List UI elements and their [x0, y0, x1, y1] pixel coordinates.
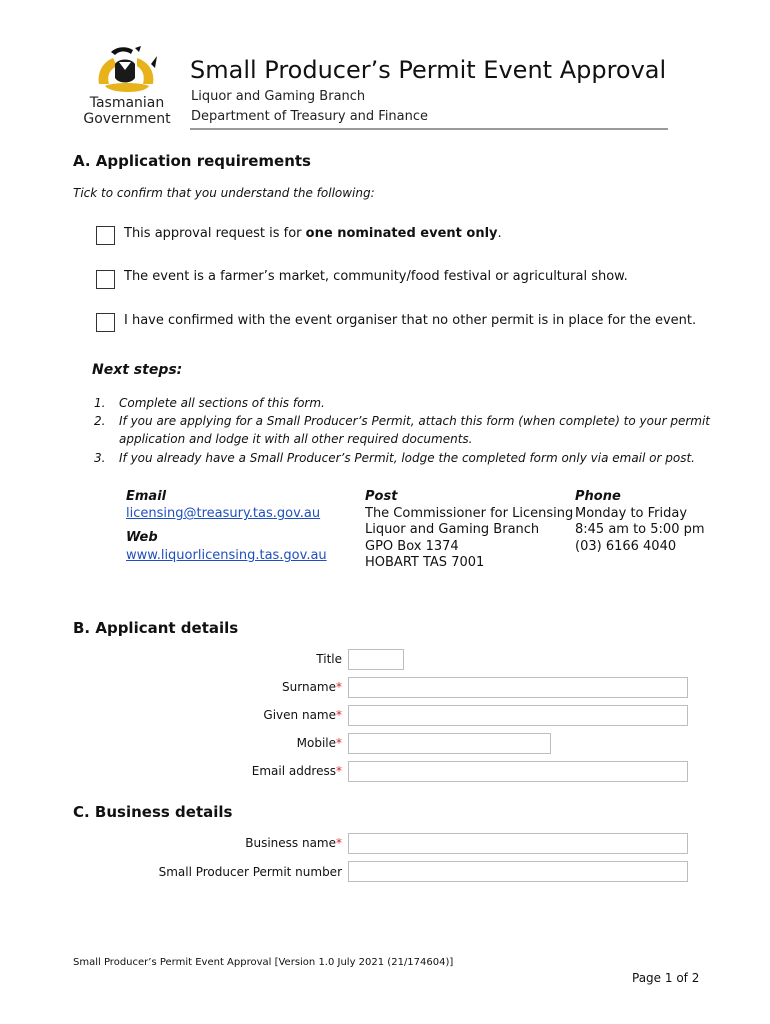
logo-text-line1: Tasmanian [89, 95, 165, 111]
department-name: Department of Treasury and Finance [191, 109, 429, 124]
step-1-text: Complete all sections of this form. [119, 396, 325, 410]
permit-number-input[interactable] [348, 861, 688, 882]
logo-text-line2: Government [83, 111, 171, 127]
step-2-number: 2. [94, 414, 106, 428]
post-line-1: The Commissioner for Licensing [365, 506, 574, 521]
phone-line-2: 8:45 am to 5:00 pm [575, 522, 705, 537]
next-steps-heading: Next steps: [92, 362, 183, 378]
page-number: Page 1 of 2 [632, 971, 700, 985]
post-line-3: GPO Box 1374 [365, 539, 459, 554]
business-name-input[interactable] [348, 833, 688, 854]
post-heading: Post [365, 489, 398, 504]
web-heading: Web [126, 530, 158, 545]
phone-line-3: (03) 6166 4040 [575, 539, 677, 554]
business-name-label [245, 836, 342, 850]
surname-required-marker: * [336, 680, 342, 694]
step-3-text: If you already have a Small Producer’s Permit, lodge the completed form only via email or post. [119, 451, 695, 465]
given-name-required-marker: * [336, 708, 342, 722]
checkbox-event-type[interactable] [96, 270, 115, 289]
footer-version: Small Producer’s Permit Event Approval [Version 1.0 July 2021 (21/174604)] [73, 957, 454, 968]
checkbox-no-other-permit-label: I have confirmed with the event organiser that no other permit is in place for the event. [124, 313, 697, 328]
section-c-heading: C. Business details [73, 803, 233, 821]
post-line-2: Liquor and Gaming Branch [365, 522, 540, 537]
permit-number-label-text: Small Producer Permit number [158, 865, 342, 879]
email-address-required-marker: * [336, 764, 342, 778]
mobile-label-text: Mobile [296, 736, 336, 750]
mobile-label [297, 736, 342, 750]
post-line-4: HOBART TAS 7001 [365, 555, 485, 570]
mobile-input[interactable] [348, 733, 551, 754]
page-title: Small Producer’s Permit Event Approval [190, 56, 667, 84]
email-address-input[interactable] [348, 761, 688, 782]
permit-number-label [159, 865, 342, 879]
business-name-label-text: Business name [245, 836, 336, 850]
web-link[interactable]: www.liquorlicensing.tas.gov.au [126, 548, 327, 563]
checkbox-no-other-permit[interactable] [96, 313, 115, 332]
checkbox-one-event-label-text: This approval request is for [124, 226, 306, 241]
checkbox-event-type-label: The event is a farmer’s market, community/food festival or agricultural show. [124, 269, 628, 284]
tasmanian-tiger-emblem-icon [91, 44, 163, 102]
given-name-label-text: Given name [263, 708, 336, 722]
title-label [316, 652, 342, 666]
email-heading: Email [126, 489, 167, 504]
checkbox-one-event-label-bold: one nominated event only [305, 226, 498, 241]
checkbox-one-event-label [124, 226, 502, 241]
given-name-input[interactable] [348, 705, 688, 726]
header-divider [190, 128, 668, 130]
step-1-number: 1. [94, 396, 106, 410]
branch-name: Liquor and Gaming Branch [191, 89, 366, 104]
step-2-text-line1: If you are applying for a Small Producer’s Permit, attach this form (when complete) to your permit [119, 414, 711, 428]
surname-label-text: Surname [282, 680, 336, 694]
email-link[interactable]: licensing@treasury.tas.gov.au [126, 506, 321, 521]
phone-line-1: Monday to Friday [575, 506, 688, 521]
step-3-number: 3. [94, 451, 106, 465]
tasmanian-government-logo [77, 44, 177, 130]
email-address-label-text: Email address [251, 764, 336, 778]
phone-heading: Phone [575, 489, 621, 504]
checkbox-one-event[interactable] [96, 226, 115, 245]
step-2-text-line2: application and lodge it with all other required documents. [119, 432, 473, 446]
section-b-heading: B. Applicant details [73, 619, 239, 637]
business-name-required-marker: * [336, 836, 342, 850]
mobile-required-marker: * [336, 736, 342, 750]
surname-input[interactable] [348, 677, 688, 698]
surname-label [282, 680, 342, 694]
title-input[interactable] [348, 649, 404, 670]
email-address-label [252, 764, 342, 778]
given-name-label [263, 708, 342, 722]
section-a-instruction: Tick to confirm that you understand the following: [73, 186, 375, 200]
section-a-heading: A. Application requirements [73, 152, 311, 170]
checkbox-one-event-label-end: . [497, 226, 502, 241]
title-label-text: Title [316, 652, 342, 666]
